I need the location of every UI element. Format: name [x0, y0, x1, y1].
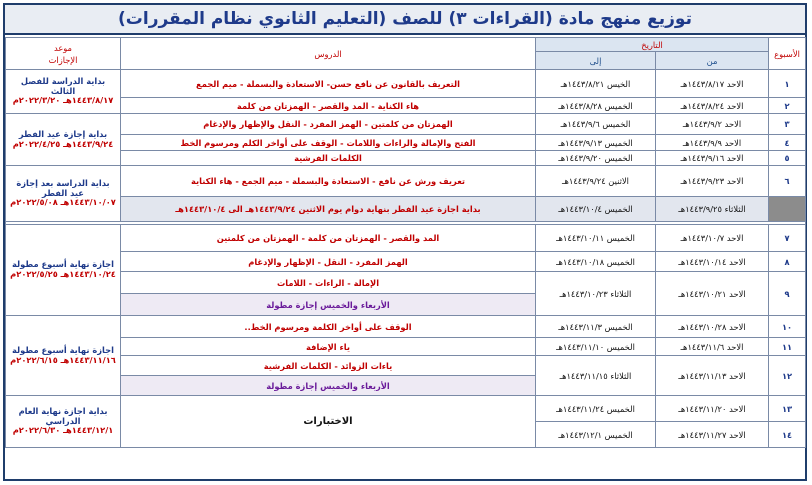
header-date: التاريخ	[536, 38, 769, 52]
table-row	[6, 114, 806, 135]
date-from: الاحد ١٤٤٣/١١/٢٧هـ	[656, 422, 769, 448]
date-from: الاحد ١٤٤٣/١١/١٣هـ	[656, 356, 769, 396]
lesson-cell: الهمزتان من كلمتين - الهمز المفرد - النقل والإظهار والإدغام	[121, 114, 536, 135]
date-from: الاحد ١٤٤٣/١٠/٢١هـ	[656, 272, 769, 316]
week-number: ١٣	[769, 396, 806, 422]
header-from: من	[656, 52, 769, 70]
lesson-cell: المد والقصر - الهمزتان من كلمة - الهمزتان من كلمتين	[121, 225, 536, 252]
date-to: الاثنين ١٤٤٣/٩/٢٤هـ	[536, 166, 656, 197]
date-from: الاحد ١٤٤٣/٨/٢٤هـ	[656, 98, 769, 114]
date-to: الخميس ١٤٤٣/١٠/١٨هـ	[536, 252, 656, 272]
lesson-cell: الوقف على أواخر الكلمة ومرسوم الخط..	[121, 316, 536, 338]
date-from: الاحد ١٤٤٣/١١/٦هـ	[656, 338, 769, 356]
date-from: الاحد ١٤٤٣/١٠/٢٨هـ	[656, 316, 769, 338]
table-row	[6, 98, 806, 114]
week-number: ٣	[769, 114, 806, 135]
date-from: الاحد ١٤٤٣/١١/٢٠هـ	[656, 396, 769, 422]
table-row	[6, 166, 806, 197]
week-number: ٩	[769, 272, 806, 316]
table-row	[6, 151, 806, 166]
date-from: الاحد ١٤٤٣/١٠/٧هـ	[656, 225, 769, 252]
date-from: الاحد ١٤٤٣/٩/٩هـ	[656, 135, 769, 151]
holiday-note: بداية الدراسة للفصل الثالث ١٤٤٣/٨/١٧هـ ٢٠٢٢/٣/٢٠م	[6, 70, 121, 114]
date-from: الثلاثاء ١٤٤٣/٩/٢٥هـ	[656, 197, 769, 222]
date-to: الخميس ١٤٤٣/١١/١٠هـ	[536, 338, 656, 356]
header-week: الأسبوع	[769, 38, 806, 70]
date-to: الثلاثاء ١٤٤٣/١١/١٥هـ	[536, 356, 656, 396]
lesson-cell: الإمالة - الراءات - اللامات	[121, 272, 536, 294]
lesson-cell: الهمز المفرد - النقل - الإظهار والإدغام	[121, 252, 536, 272]
date-to: الخميس ١٤٤٣/٩/٢٠هـ	[536, 151, 656, 166]
table-row	[6, 70, 806, 98]
header-holidays: موعد الإجازات	[6, 38, 121, 70]
holiday-note: بداية إجازة عيد الفطر ١٤٤٣/٩/٢٤هـ ٢٠٢٢/٤/٢٥م	[6, 114, 121, 166]
table-row	[6, 356, 806, 376]
date-to: الخميس ١٤٤٣/١٢/١هـ	[536, 422, 656, 448]
date-to: الخميس ١٤٤٣/٩/١٣هـ	[536, 135, 656, 151]
week-number: ١	[769, 70, 806, 98]
holiday-note: بداية اجازة نهاية العام الدراسي ١٤٤٣/١٢/١هـ ٢٠٢٢/٦/٣٠م	[6, 396, 121, 448]
date-to: الثلاثاء ١٤٤٣/١٠/٢٣هـ	[536, 272, 656, 316]
blank-cell	[769, 197, 806, 222]
week-number: ٤	[769, 135, 806, 151]
eid-holiday-text: بداية اجازة عيد الفطر بنهاية دوام يوم الاثنين ١٤٤٣/٩/٢٤هـ الى ١٤٤٣/١٠/٤هـ	[121, 197, 536, 222]
date-to: الخميس ١٤٤٣/٨/٢٨هـ	[536, 98, 656, 114]
lesson-cell: الفتح والإمالة والراءات واللامات - الوقف على أواخر الكلم ومرسوم الخط	[121, 135, 536, 151]
date-from: الاحد ١٤٤٣/٩/٢هـ	[656, 114, 769, 135]
table-row	[6, 396, 806, 422]
date-to: الخميس ١٤٤٣/١١/٢٤هـ	[536, 396, 656, 422]
eid-holiday-row	[6, 197, 806, 222]
holiday-note: اجازة نهاية أسبوع مطولة ١٤٤٣/١١/١٦هـ ٢٠٢٢/٦/١٥م	[6, 316, 121, 396]
week-number: ١١	[769, 338, 806, 356]
long-weekend-note: الأربعاء والخميس إجازة مطولة	[121, 294, 536, 316]
lesson-cell: الكلمات الفرشية	[121, 151, 536, 166]
week-number: ٧	[769, 225, 806, 252]
exams-cell: الاختبارات	[121, 396, 536, 448]
date-to: الخميس ١٤٤٣/٩/٦هـ	[536, 114, 656, 135]
week-number: ٢	[769, 98, 806, 114]
table-row	[6, 225, 806, 252]
week-number: ٦	[769, 166, 806, 197]
date-from: الاحد ١٤٤٣/٩/١٦هـ	[656, 151, 769, 166]
week-number: ٨	[769, 252, 806, 272]
week-number: ٥	[769, 151, 806, 166]
holiday-note: بداية الدراسة بعد إجازة عيد الفطر ١٤٤٣/١٠/٠٧هـ ٢٠٢٢/٥/٠٨م	[6, 166, 121, 222]
table-row	[6, 338, 806, 356]
table-row	[6, 272, 806, 294]
lesson-cell: ياءات الزوائد - الكلمات الفرشية	[121, 356, 536, 376]
header-lessons: الدروس	[121, 38, 536, 70]
holiday-note: اجازة نهاية أسبوع مطولة ١٤٤٣/١٠/٢٤هـ ٢٠٢٢/٥/٢٥م	[6, 225, 121, 316]
date-from: الاحد ١٤٤٣/١٠/١٤هـ	[656, 252, 769, 272]
header-to: إلى	[536, 52, 656, 70]
schedule-table	[5, 37, 806, 448]
date-from: الاحد ١٤٤٣/٩/٢٣هـ	[656, 166, 769, 197]
date-to: الخميس ١٤٤٣/١٠/٤هـ	[536, 197, 656, 222]
date-from: الاحد ١٤٤٣/٨/١٧هـ	[656, 70, 769, 98]
lesson-cell: ياء الإضافة	[121, 338, 536, 356]
page-title: توزيع منهج مادة (القراءات ٣) للصف (التعليم الثانوي نظام المقررات)	[5, 5, 805, 35]
lesson-cell: التعريف بالقانون عن نافع حسن- الاستعادة والبسملة - ميم الجمع	[121, 70, 536, 98]
week-number: ١٠	[769, 316, 806, 338]
long-weekend-note: الأربعاء والخميس إجازة مطولة	[121, 376, 536, 396]
lesson-cell: تعريف ورش عن نافع - الاستعادة والبسملة - ميم الجمع - هاء الكناية	[121, 166, 536, 197]
date-to: الخميس ١٤٤٣/١٠/١١هـ	[536, 225, 656, 252]
table-row	[6, 135, 806, 151]
table-row	[6, 316, 806, 338]
table-row	[6, 252, 806, 272]
week-number: ١٤	[769, 422, 806, 448]
lesson-cell: هاء الكناية - المد والقصر - الهمزتان من كلمة	[121, 98, 536, 114]
week-number: ١٢	[769, 356, 806, 396]
date-to: الخيس ١٤٤٣/٨/٢١هـ	[536, 70, 656, 98]
date-to: الخميس ١٤٤٣/١١/٣هـ	[536, 316, 656, 338]
